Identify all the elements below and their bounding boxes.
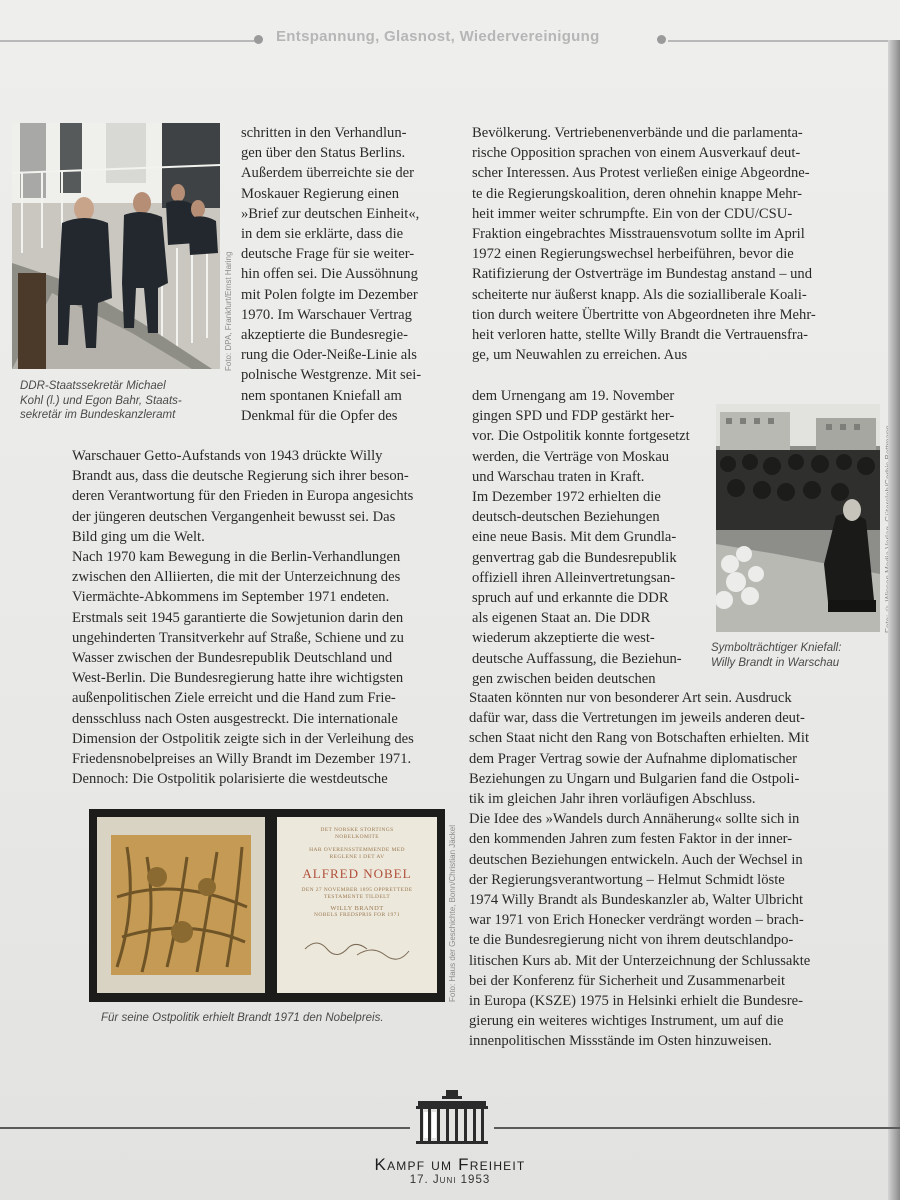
text-line: akzeptierte die Bundesregie- <box>241 327 408 344</box>
diploma-line: REGLENE I DET AV <box>329 854 385 860</box>
diploma-line: NOBELS FREDSPRIS FOR 1971 <box>314 912 400 918</box>
text-line: außenpolitischen Ziele erreicht und die Hand zum Frie- <box>72 690 396 707</box>
text-line: tik im gleichen Jahr ihren vorläufigen Abschluss. <box>469 791 756 808</box>
text-line: Fraktion eingebrachtes Misstrauensvotum sollte im April <box>472 226 805 243</box>
text-line: ungehinderten Transitverkehr auf Straße, Schiene und zu <box>72 629 404 646</box>
text-line: tion durch weitere Übertritte von Abgeordneten ihre Mehr- <box>472 306 816 323</box>
text-line: deren Verantwortung für den Frieden in Europa angesichts <box>72 488 414 505</box>
text-line: Bild ging um die Welt. <box>72 528 205 545</box>
text-line: bei der Konferenz für Sicherheit und Zusammenarbeit <box>469 972 786 989</box>
footer-rule-right <box>494 1127 900 1129</box>
photo-credit-nobel: Foto: Haus der Geschichte, Bonn/Christian Jäckel <box>448 825 457 1002</box>
diploma-line: WILLY BRANDT <box>330 905 384 912</box>
diploma-line: NOBELKOMITE <box>334 834 380 840</box>
text-line: 1972 einen Regierungswechsel herbeiführen, bevor die <box>472 246 794 263</box>
text-line: nem spontanen Kniefall am <box>241 387 402 404</box>
running-title: Entspannung, Glasnost, Wiedervereinigung <box>276 28 600 45</box>
text-line: schen Staat nicht den Rang von Botschaften erhielten. Mit <box>469 730 810 747</box>
header-rule-left <box>0 40 255 42</box>
caption-line: Symbolträchtiger Kniefall: <box>711 642 842 654</box>
text-line: Dimension der Ostpolitik zeigte sich in der Verleihung des <box>72 730 414 747</box>
text-line: Erstmals seit 1945 garantierte die Sowjetunion darin den <box>72 609 404 626</box>
text-right-top <box>472 123 856 365</box>
header-bullet-right <box>657 35 666 44</box>
photo-nobel-prize <box>89 809 445 1002</box>
text-line: spruch auf und erkannte die DDR <box>472 590 669 607</box>
text-line: hin offen sei. Die Aussöhnung <box>241 266 418 283</box>
text-line: der Regierungsverantwortung – Helmut Schmidt löste <box>469 871 785 888</box>
photo-kohl-bahr <box>12 123 220 369</box>
text-line: Dennoch: Die Ostpolitik polarisierte die westdeutsche <box>72 771 388 788</box>
text-line: deutschen Beziehungen entwickeln. Auch der Wechsel in <box>469 851 803 868</box>
text-line: densschluss nach Osten ausgestreckt. Die internationale <box>72 710 398 727</box>
text-line: rung die Oder-Neiße-Linie als <box>241 347 417 364</box>
footer-date <box>0 1174 900 1186</box>
caption-nobel: Für seine Ostpolitik erhielt Brandt 1971 den Nobelpreis. <box>101 1012 384 1024</box>
nobel-artwork-panel <box>97 817 265 993</box>
page-edge-shadow <box>888 40 900 1200</box>
text-right-bottom <box>469 688 853 1052</box>
text-line: zwischen den Alliierten, die mit der Unterzeichnung des <box>72 569 401 586</box>
text-line: und Warschau traten in Kraft. <box>472 468 645 485</box>
text-line: rische Opposition sprachen von einem Ausverkauf deut- <box>472 145 801 162</box>
text-line: Nach 1970 kam Bewegung in die Berlin-Verhandlungen <box>72 549 401 566</box>
caption-kniefall <box>711 641 881 670</box>
footer-title <box>0 1155 900 1175</box>
text-line: gingen SPD und FDP gestärkt her- <box>472 408 675 425</box>
text-line: Moskauer Regierung einen <box>241 185 400 202</box>
text-line: gen zwischen beiden deutschen <box>472 670 656 687</box>
photo-kniefall-image <box>716 404 880 632</box>
text-line: als eigenen Staat an. Die DDR <box>472 610 651 627</box>
text-line: Im Dezember 1972 erhielten die <box>472 489 661 506</box>
text-line: Staaten könnten nur von besonderer Art sein. Ausdruck <box>469 690 792 706</box>
text-line: Die Idee des »Wandels durch Annäherung« sollte sich in <box>469 811 800 828</box>
text-line: werden, die Verträge von Moskau <box>472 448 670 465</box>
text-line: deutsche Frage für sie weiter- <box>241 246 415 263</box>
header-bullet-left <box>254 35 263 44</box>
text-line: dafür war, dass die Vertretungen im jeweils anderen deut- <box>469 710 805 727</box>
diploma-line: HAR OVERENSSTEMMENDE MED <box>309 847 405 853</box>
text-line: Warschauer Getto-Aufstands von 1943 drückte Willy <box>72 448 383 464</box>
text-line: schritten in den Verhandlun- <box>241 125 407 141</box>
footer-title-text: Kampf um Freiheit <box>374 1155 526 1174</box>
text-line: mit Polen folgte im Dezember <box>241 286 418 303</box>
text-line: polnische Westgrenze. Mit sei- <box>241 367 422 384</box>
text-line: te die Regierungskoalition, deren ohnehin knappe Mehr- <box>472 185 802 202</box>
photo-kniefall <box>716 404 880 632</box>
footer-rule-left <box>0 1127 410 1129</box>
text-left-wide <box>72 446 448 789</box>
text-line: eine neue Basis. Mit dem Grundla- <box>472 529 677 546</box>
text-line: Brandt aus, dass die deutsche Regierung sich ihrer beson- <box>72 468 409 485</box>
text-line: dem Prager Vertrag sowie der Aufnahme diplomatischer <box>469 750 797 767</box>
text-line: wiederum akzeptierte die west- <box>472 630 655 647</box>
text-line: heit immer weiter schrumpfte. Ein von der CDU/CSU- <box>472 205 793 222</box>
footer-date-text: 17. Juni 1953 <box>409 1174 491 1186</box>
text-line: Wasser zwischen der Bundesrepublik Deutschland und <box>72 650 393 667</box>
text-line: Beziehungen zu Ungarn und Bulgarien fand die Ostpoli- <box>469 770 800 787</box>
caption-line: Kohl (l.) und Egon Bahr, Staats- <box>20 394 182 407</box>
text-line: vor. Die Ostpolitik konnte fortgesetzt <box>472 428 690 445</box>
caption-line: Willy Brandt in Warschau <box>711 656 840 669</box>
text-line: scher Interessen. Aus Protest verließen einige Abgeordne- <box>472 165 810 182</box>
photo-credit-kohl-bahr: Foto: DPA, Frankfurt/Ernst Haring <box>224 251 233 371</box>
text-line: Viermächte-Abkommens im September 1971 endeten. <box>72 589 390 606</box>
diploma-line: DET NORSKE STORTINGS <box>320 827 394 833</box>
text-line: in Europa (KSZE) 1975 in Helsinki erhielt die Bundesre- <box>469 993 803 1010</box>
text-line: Außerdem überreichte sie der <box>241 165 415 182</box>
text-line: deutsch-deutschen Beziehungen <box>472 509 660 526</box>
text-left-narrow <box>241 123 445 426</box>
text-line: dem Urnengang am 19. November <box>472 388 675 404</box>
caption-line: DDR-Staatssekretär Michael <box>20 380 166 392</box>
text-line: genvertrag gab die Bundesrepublik <box>472 549 677 566</box>
brandenburg-gate-icon <box>412 1088 492 1150</box>
diploma-line: TESTAMENTE TILDELT <box>323 894 391 900</box>
text-line: deutsche Auffassung, die Beziehun- <box>472 650 682 667</box>
text-line: in dem sie erklärte, dass die <box>241 226 404 243</box>
text-line: heit verloren hatte, stellte Willy Brandt die Vertrauensfra- <box>472 327 809 344</box>
text-line: den kommenden Jahren zum festen Faktor in der inner- <box>469 831 793 848</box>
nobel-diploma-panel <box>277 817 437 993</box>
diploma-title: ALFRED NOBEL <box>302 866 412 881</box>
text-line: West-Berlin. Die Bundesregierung hatte ihre wichtigsten <box>72 670 404 687</box>
text-line: »Brief zur deutschen Einheit«, <box>241 205 420 222</box>
text-right-narrow <box>472 386 698 689</box>
diploma-signatures-image <box>297 931 417 961</box>
text-line: innenpolitischen Missstände im Osten hinzuweisen. <box>469 1033 772 1050</box>
text-line: offiziell ihren Alleinvertretungsan- <box>472 569 676 586</box>
text-line: gen über den Status Berlins. <box>241 145 406 162</box>
text-line: der jüngeren deutschen Vergangenheit bewusst sei. Das <box>72 508 396 525</box>
text-line: Ratifizierung der Ostverträge im Bundestag anstand – und <box>472 266 813 283</box>
text-line: Bevölkerung. Vertriebenenverbände und die parlamenta- <box>472 125 803 141</box>
text-line: gierung ein weiteres wichtiges Instrument, um auf die <box>469 1013 784 1030</box>
text-line: war 1971 von Erich Honecker verdrängt worden – brach- <box>469 912 804 929</box>
photo-kohl-bahr-image <box>12 123 220 369</box>
nobel-artwork-image <box>97 817 265 993</box>
text-line: 1970. Im Warschauer Vertrag <box>241 306 412 323</box>
diploma-text <box>277 827 437 964</box>
text-line: 1974 Willy Brandt als Bundeskanzler ab, Walter Ulbricht <box>469 892 804 909</box>
text-line: te die Bundesregierung nicht von ihrem deutschlandpo- <box>469 932 794 949</box>
caption-line: sekretär im Bundeskanzleramt <box>20 409 176 421</box>
caption-kohl-bahr <box>20 379 235 423</box>
text-line: Friedensnobelpreises an Willy Brandt im Dezember 1971. <box>72 751 412 768</box>
text-line: Denkmal für die Opfer des <box>241 407 398 424</box>
text-line: litischen Kurs ab. Mit der Unterzeichnung der Schlussakte <box>469 952 811 969</box>
text-line: scheiterte nur äußerst knapp. Als die sozialliberale Koali- <box>472 286 807 303</box>
text-line: ge, um Neuwahlen zu erreichen. Aus <box>472 347 688 364</box>
header-rule-right <box>668 40 900 42</box>
diploma-line: DEN 27 NOVEMBER 1895 OPPRETTEDE <box>301 887 413 893</box>
